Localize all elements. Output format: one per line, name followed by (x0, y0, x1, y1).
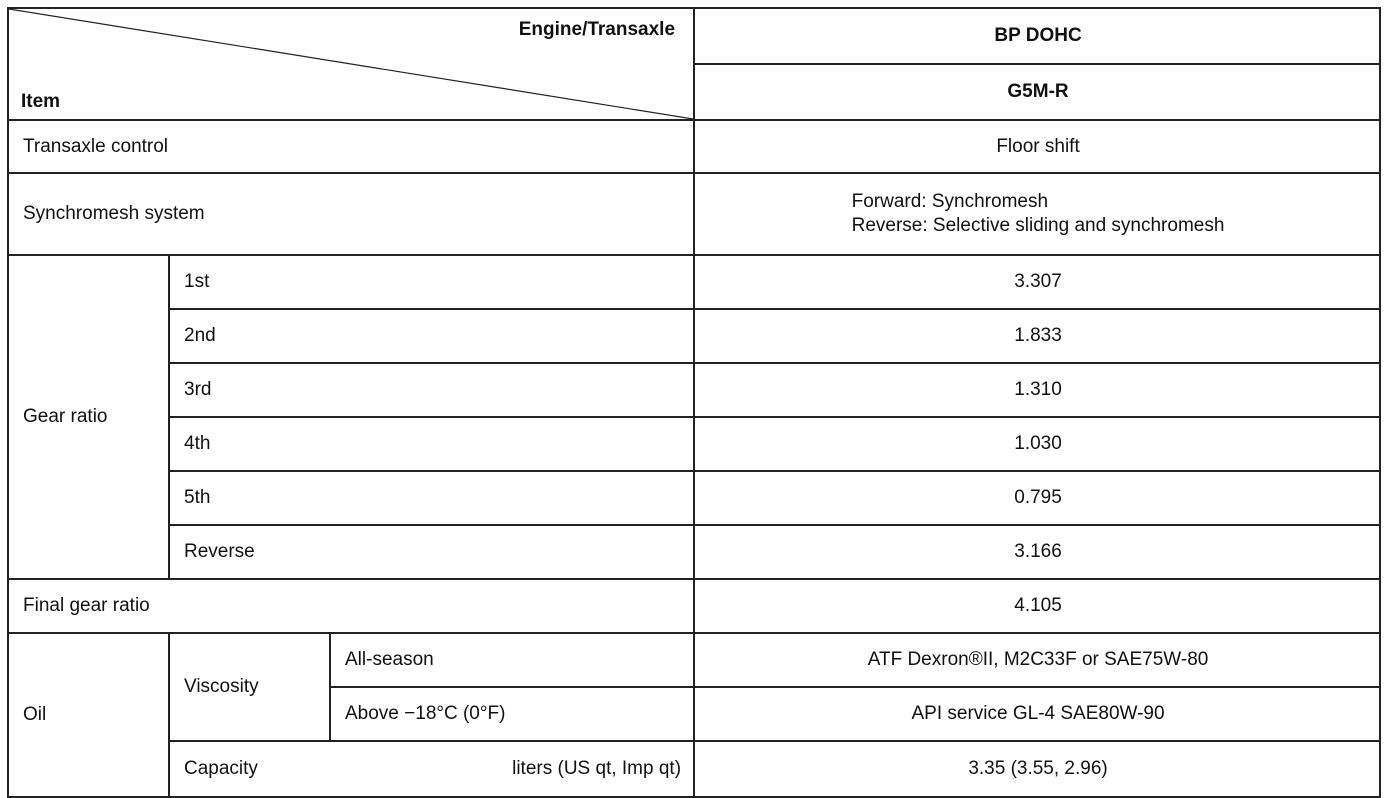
capacity-cell (169, 741, 694, 797)
above-temp-value: API service GL-4 SAE80W-90 (694, 687, 1380, 741)
table-row (8, 633, 1380, 687)
transaxle-header: G5M-R (694, 64, 1380, 120)
synchromesh-forward: Forward: Synchromesh (851, 191, 1049, 212)
gear-value: 0.795 (694, 471, 1380, 525)
capacity-unit: liters (US qt, Imp qt) (512, 758, 682, 779)
table-row (8, 471, 1380, 525)
header-corner-cell (8, 8, 694, 120)
gear-label: 5th (169, 471, 694, 525)
synchromesh-reverse: Reverse: Selective sliding and synchromesh (851, 215, 1225, 236)
table-row (8, 525, 1380, 579)
table-row (8, 309, 1380, 363)
engine-transaxle-header: Engine/Transaxle (518, 19, 676, 40)
gear-value: 1.833 (694, 309, 1380, 363)
gear-label: 2nd (169, 309, 694, 363)
gear-value: 3.166 (694, 525, 1380, 579)
capacity-label: Capacity (184, 758, 258, 779)
gear-value: 3.307 (694, 255, 1380, 309)
synchromesh-value (694, 173, 1380, 255)
table-row (8, 173, 1380, 255)
all-season-value: ATF Dexron®II, M2C33F or SAE75W-80 (694, 633, 1380, 687)
gear-label: 1st (169, 255, 694, 309)
gear-label: 3rd (169, 363, 694, 417)
viscosity-label: Viscosity (169, 633, 330, 741)
table-row (8, 417, 1380, 471)
gear-label: Reverse (169, 525, 694, 579)
transaxle-control-label: Transaxle control (8, 120, 694, 173)
table-row (8, 120, 1380, 173)
all-season-label: All-season (330, 633, 694, 687)
final-gear-label: Final gear ratio (8, 579, 694, 633)
oil-label: Oil (8, 633, 169, 797)
table-row (8, 579, 1380, 633)
spec-table (7, 7, 1381, 798)
gear-value: 1.310 (694, 363, 1380, 417)
engine-header: BP DOHC (694, 8, 1380, 64)
gear-label: 4th (169, 417, 694, 471)
table-row (8, 363, 1380, 417)
table-row (8, 255, 1380, 309)
item-header: Item (21, 91, 61, 112)
above-temp-label: Above −18°C (0°F) (330, 687, 694, 741)
header-row-1 (8, 8, 1380, 64)
gear-value: 1.030 (694, 417, 1380, 471)
synchromesh-label: Synchromesh system (8, 173, 694, 255)
final-gear-value: 4.105 (694, 579, 1380, 633)
table-row (8, 741, 1380, 797)
capacity-value: 3.35 (3.55, 2.96) (694, 741, 1380, 797)
gear-ratio-label: Gear ratio (8, 255, 169, 579)
transaxle-control-value: Floor shift (694, 120, 1380, 173)
